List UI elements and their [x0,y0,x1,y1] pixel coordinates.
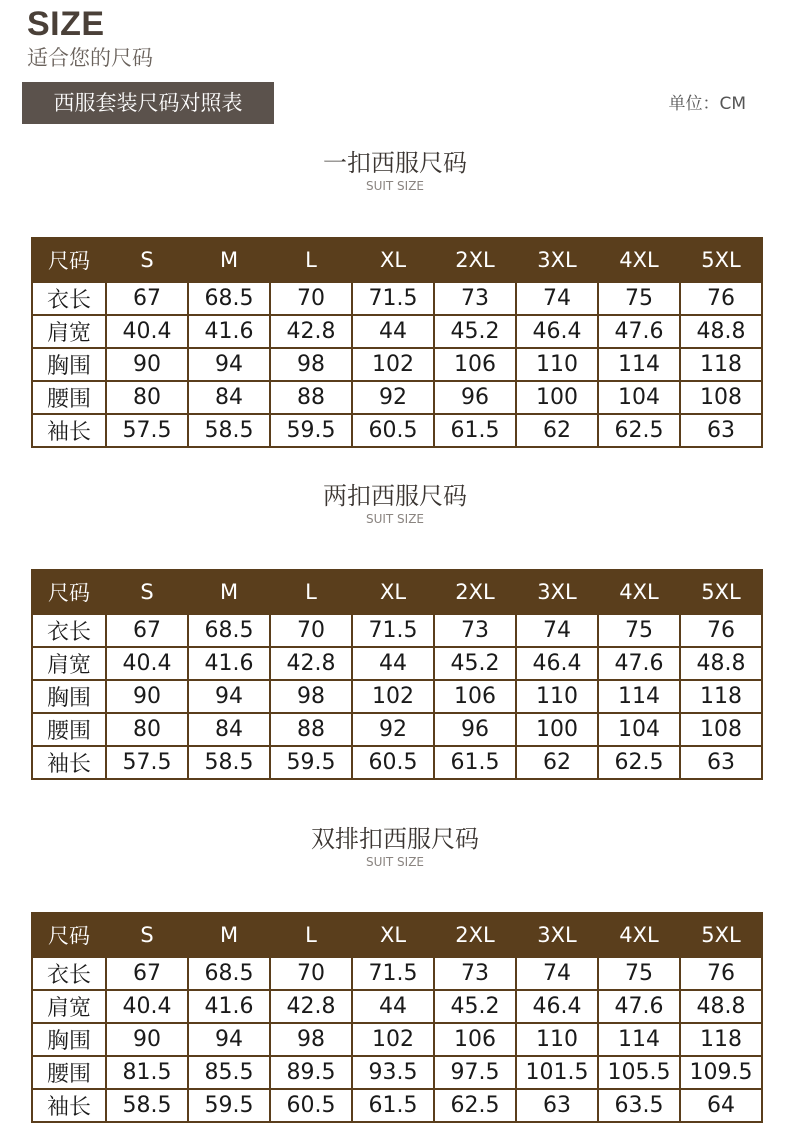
table-header-row [32,238,762,282]
row-label-cell: 衣长 [32,957,106,990]
value-cell: 102 [352,680,434,713]
value-cell: 106 [434,348,516,381]
value-cell: 88 [270,713,352,746]
value-cell: 42.8 [270,647,352,680]
header-size-cell: 5XL [680,913,762,957]
value-cell: 114 [598,1023,680,1056]
value-cell: 42.8 [270,315,352,348]
header-size-cell: 4XL [598,238,680,282]
value-cell: 98 [270,680,352,713]
row-label-cell: 肩宽 [32,315,106,348]
value-cell: 67 [106,614,188,647]
value-cell: 58.5 [188,746,270,779]
value-cell: 41.6 [188,647,270,680]
value-cell: 47.6 [598,315,680,348]
table-row [32,381,762,414]
value-cell: 76 [680,957,762,990]
value-cell: 61.5 [434,746,516,779]
value-cell: 62.5 [598,746,680,779]
value-cell: 102 [352,348,434,381]
value-cell: 45.2 [434,315,516,348]
row-label-cell: 胸围 [32,680,106,713]
value-cell: 61.5 [434,414,516,447]
value-cell: 67 [106,957,188,990]
value-cell: 73 [434,614,516,647]
table-row [32,1023,762,1056]
value-cell: 110 [516,348,598,381]
value-cell: 94 [188,1023,270,1056]
value-cell: 80 [106,713,188,746]
section-title: 双排扣西服尺码 [311,825,479,853]
table-row [32,315,762,348]
header-size-cell: 3XL [516,570,598,614]
header-size-cell: M [188,238,270,282]
row-label-cell: 腰围 [32,381,106,414]
value-cell: 109.5 [680,1056,762,1089]
header-size-cell: S [106,570,188,614]
section-double-breasted [0,824,790,869]
value-cell: 102 [352,1023,434,1056]
unit-label: 单位：CM [668,94,746,114]
value-cell: 44 [352,647,434,680]
value-cell: 62 [516,414,598,447]
row-label-cell: 肩宽 [32,990,106,1023]
value-cell: 75 [598,282,680,315]
value-cell: 110 [516,1023,598,1056]
value-cell: 118 [680,348,762,381]
value-cell: 62.5 [598,414,680,447]
value-cell: 42.8 [270,990,352,1023]
row-label-cell: 肩宽 [32,647,106,680]
value-cell: 100 [516,713,598,746]
value-cell: 96 [434,381,516,414]
value-cell: 60.5 [352,414,434,447]
value-cell: 73 [434,282,516,315]
value-cell: 105.5 [598,1056,680,1089]
size-table-double-breasted [31,912,763,1123]
value-cell: 101.5 [516,1056,598,1089]
value-cell: 118 [680,680,762,713]
table-row [32,647,762,680]
value-cell: 80 [106,381,188,414]
table-row [32,990,762,1023]
header-size-cell: XL [352,913,434,957]
value-cell: 41.6 [188,990,270,1023]
header-size-cell: 5XL [680,570,762,614]
table-header-row [32,913,762,957]
value-cell: 75 [598,614,680,647]
value-cell: 74 [516,614,598,647]
table-row [32,1056,762,1089]
value-cell: 60.5 [352,746,434,779]
header-size-cell: 2XL [434,238,516,282]
header-size-cell: XL [352,570,434,614]
value-cell: 63.5 [598,1089,680,1122]
value-cell: 61.5 [352,1089,434,1122]
value-cell: 57.5 [106,414,188,447]
value-cell: 71.5 [352,614,434,647]
header-size-cell: L [270,238,352,282]
value-cell: 85.5 [188,1056,270,1089]
value-cell: 59.5 [270,414,352,447]
value-cell: 70 [270,957,352,990]
row-label-cell: 衣长 [32,614,106,647]
section-title: 两扣西服尺码 [323,482,467,510]
value-cell: 94 [188,348,270,381]
value-cell: 76 [680,614,762,647]
value-cell: 46.4 [516,647,598,680]
row-label-cell: 衣长 [32,282,106,315]
row-label-cell: 胸围 [32,1023,106,1056]
value-cell: 92 [352,381,434,414]
value-cell: 44 [352,315,434,348]
table-row [32,414,762,447]
table-row [32,614,762,647]
value-cell: 63 [680,414,762,447]
value-cell: 57.5 [106,746,188,779]
value-cell: 41.6 [188,315,270,348]
value-cell: 71.5 [352,957,434,990]
size-subtitle: 适合您的尺码 [27,46,153,70]
value-cell: 106 [434,1023,516,1056]
value-cell: 67 [106,282,188,315]
value-cell: 96 [434,713,516,746]
value-cell: 46.4 [516,315,598,348]
value-cell: 68.5 [188,614,270,647]
value-cell: 48.8 [680,647,762,680]
value-cell: 64 [680,1089,762,1122]
value-cell: 47.6 [598,990,680,1023]
value-cell: 62 [516,746,598,779]
value-cell: 40.4 [106,315,188,348]
value-cell: 110 [516,680,598,713]
value-cell: 76 [680,282,762,315]
value-cell: 98 [270,1023,352,1056]
section-title: 一扣西服尺码 [323,149,467,177]
header-size-cell: 4XL [598,570,680,614]
value-cell: 100 [516,381,598,414]
table-row [32,957,762,990]
value-cell: 74 [516,957,598,990]
header-size-cell: 4XL [598,913,680,957]
value-cell: 94 [188,680,270,713]
section-subtitle: SUIT SIZE [365,512,425,526]
row-label-cell: 腰围 [32,1056,106,1089]
size-table-single-button [31,237,763,448]
value-cell: 47.6 [598,647,680,680]
value-cell: 46.4 [516,990,598,1023]
header-size-cell: L [270,570,352,614]
value-cell: 70 [270,614,352,647]
size-table-two-button [31,569,763,780]
value-cell: 40.4 [106,647,188,680]
header-size-cell: 5XL [680,238,762,282]
header-size-cell: M [188,913,270,957]
value-cell: 60.5 [270,1089,352,1122]
value-cell: 74 [516,282,598,315]
header-size-cell: S [106,238,188,282]
header-size-cell: 3XL [516,913,598,957]
header-label-cell: 尺码 [32,570,106,614]
value-cell: 93.5 [352,1056,434,1089]
value-cell: 40.4 [106,990,188,1023]
value-cell: 92 [352,713,434,746]
value-cell: 90 [106,680,188,713]
header-size-cell: 2XL [434,570,516,614]
value-cell: 90 [106,1023,188,1056]
value-cell: 104 [598,713,680,746]
value-cell: 118 [680,1023,762,1056]
value-cell: 48.8 [680,990,762,1023]
row-label-cell: 袖长 [32,1089,106,1122]
value-cell: 98 [270,348,352,381]
size-title: SIZE [27,5,105,43]
value-cell: 104 [598,381,680,414]
section-subtitle: SUIT SIZE [365,855,425,869]
header-size-cell: XL [352,238,434,282]
value-cell: 88 [270,381,352,414]
value-cell: 108 [680,381,762,414]
header-size-cell: 3XL [516,238,598,282]
value-cell: 45.2 [434,990,516,1023]
section-two-button [0,481,790,526]
value-cell: 63 [680,746,762,779]
value-cell: 58.5 [106,1089,188,1122]
value-cell: 70 [270,282,352,315]
value-cell: 45.2 [434,647,516,680]
value-cell: 44 [352,990,434,1023]
section-single-button [0,148,790,193]
table-row [32,282,762,315]
value-cell: 71.5 [352,282,434,315]
header-size-cell: S [106,913,188,957]
table-row [32,713,762,746]
header-size-cell: M [188,570,270,614]
row-label-cell: 袖长 [32,746,106,779]
value-cell: 68.5 [188,957,270,990]
chart-label-box: 西服套装尺码对照表 [22,82,274,124]
value-cell: 84 [188,713,270,746]
section-subtitle: SUIT SIZE [365,179,425,193]
value-cell: 84 [188,381,270,414]
header-label-cell: 尺码 [32,913,106,957]
table-row [32,680,762,713]
row-label-cell: 袖长 [32,414,106,447]
value-cell: 90 [106,348,188,381]
table-row [32,746,762,779]
header-size-cell: 2XL [434,913,516,957]
value-cell: 58.5 [188,414,270,447]
value-cell: 73 [434,957,516,990]
value-cell: 62.5 [434,1089,516,1122]
header-size-cell: L [270,913,352,957]
value-cell: 48.8 [680,315,762,348]
value-cell: 75 [598,957,680,990]
value-cell: 59.5 [270,746,352,779]
table-row [32,348,762,381]
table-header-row [32,570,762,614]
value-cell: 114 [598,348,680,381]
value-cell: 59.5 [188,1089,270,1122]
row-label-cell: 腰围 [32,713,106,746]
value-cell: 97.5 [434,1056,516,1089]
value-cell: 63 [516,1089,598,1122]
value-cell: 114 [598,680,680,713]
row-label-cell: 胸围 [32,348,106,381]
value-cell: 108 [680,713,762,746]
value-cell: 81.5 [106,1056,188,1089]
value-cell: 106 [434,680,516,713]
header-label-cell: 尺码 [32,238,106,282]
value-cell: 89.5 [270,1056,352,1089]
table-row [32,1089,762,1122]
value-cell: 68.5 [188,282,270,315]
